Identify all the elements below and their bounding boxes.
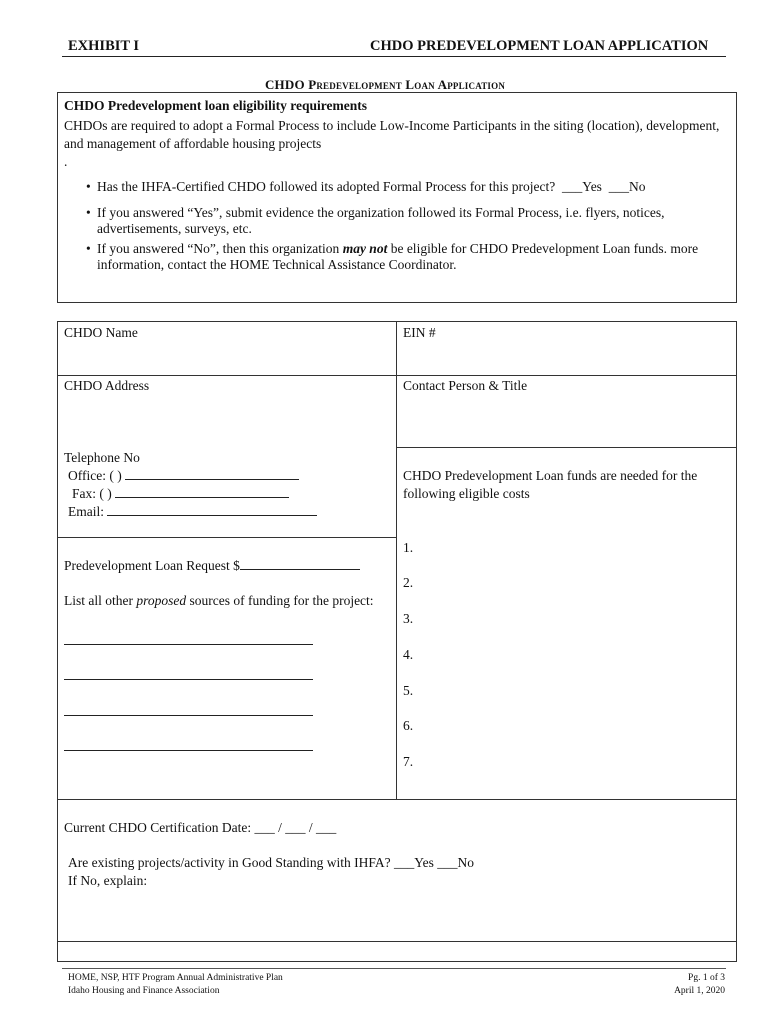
contact-person-label: Contact Person & Title bbox=[403, 378, 528, 393]
bullet-formal-process: • Has the IHFA-Certified CHDO followed its adopted Formal Process for this project? ___Yes ___No bbox=[86, 179, 646, 194]
cost-item-5[interactable]: 5. bbox=[403, 683, 414, 698]
fax-field[interactable] bbox=[115, 486, 289, 498]
cost-item-1[interactable]: 1. bbox=[403, 540, 414, 555]
footer-organization: Idaho Housing and Finance Association bbox=[68, 986, 220, 996]
eligibility-box bbox=[57, 92, 737, 303]
row-divider bbox=[57, 375, 737, 376]
office-phone-field[interactable] bbox=[125, 468, 299, 480]
chdo-address-label: CHDO Address bbox=[64, 378, 150, 393]
cost-item-2[interactable]: 2. bbox=[403, 575, 414, 590]
cert-date-field[interactable]: Current CHDO Certification Date: ___ / ___ / ___ bbox=[64, 820, 337, 835]
chdo-address-field[interactable] bbox=[62, 398, 390, 444]
explanation-field[interactable] bbox=[64, 892, 724, 936]
header-rule bbox=[62, 56, 726, 57]
ein-field[interactable] bbox=[401, 344, 731, 370]
loan-request-row: Predevelopment Loan Request $ bbox=[64, 557, 360, 575]
funding-source-line-2[interactable] bbox=[64, 679, 313, 680]
email-field[interactable] bbox=[107, 504, 317, 516]
fax-row: Fax: ( ) bbox=[72, 485, 289, 503]
if-no-explain-label: If No, explain: bbox=[68, 873, 148, 888]
bullet-yes-evidence: • If you answered “Yes”, submit evidence the organization followed its Formal Process, i.e. flyers, notices, advertisements, surveys, etc. bbox=[86, 205, 665, 236]
row-divider bbox=[57, 799, 737, 800]
footer-rule bbox=[62, 968, 726, 969]
footer-page-number: Pg. 1 of 3 bbox=[688, 973, 725, 983]
bullet-no-warning: • If you answered “No”, then this organization may not be eligible for CHDO Predevelopment Loan funds. more information, contact the HOME Technical Assistance Coordinator. bbox=[86, 241, 699, 272]
office-phone-row: Office: ( ) bbox=[68, 467, 299, 485]
column-divider bbox=[396, 321, 397, 799]
funding-source-line-4[interactable] bbox=[64, 750, 313, 751]
row-divider bbox=[57, 537, 396, 538]
cost-item-6[interactable]: 6. bbox=[403, 718, 414, 733]
loan-request-field[interactable] bbox=[240, 558, 360, 570]
page-title: CHDO Predevelopment Loan Application bbox=[264, 77, 506, 92]
other-sources-label: List all other proposed sources of funding for the project: bbox=[64, 593, 374, 608]
bullet1-no[interactable]: ___No bbox=[608, 179, 646, 194]
ein-label: EIN # bbox=[403, 325, 436, 340]
chdo-name-field[interactable] bbox=[62, 344, 390, 370]
email-row: Email: bbox=[68, 503, 317, 521]
eligibility-dot: . bbox=[64, 154, 68, 169]
footer-date: April 1, 2020 bbox=[674, 986, 725, 996]
cost-item-4[interactable]: 4. bbox=[403, 647, 414, 662]
footer-plan-name: HOME, NSP, HTF Program Annual Administrative Plan bbox=[68, 973, 283, 983]
contact-person-field[interactable] bbox=[401, 398, 731, 442]
eligibility-heading: CHDO Predevelopment loan eligibility requirements bbox=[64, 98, 367, 113]
bullet1-yes[interactable]: ___Yes bbox=[562, 179, 602, 194]
header-title: CHDO PREDEVELOPMENT LOAN APPLICATION bbox=[370, 38, 709, 54]
row-divider bbox=[57, 941, 737, 942]
funding-source-line-3[interactable] bbox=[64, 715, 313, 716]
exhibit-label: EXHIBIT I bbox=[68, 38, 140, 54]
eligibility-intro: CHDOs are required to adopt a Formal Process to include Low-Income Participants in the siting (location), development, and management of affordable housing projects bbox=[64, 118, 720, 151]
cost-item-3[interactable]: 3. bbox=[403, 611, 414, 626]
cost-item-7[interactable]: 7. bbox=[403, 754, 414, 769]
good-standing-question[interactable]: Are existing projects/activity in Good Standing with IHFA? ___Yes ___No bbox=[68, 855, 474, 870]
funding-source-line-1[interactable] bbox=[64, 644, 313, 645]
row-divider bbox=[396, 447, 737, 448]
telephone-label: Telephone No bbox=[64, 450, 140, 465]
funds-needed-label: CHDO Predevelopment Loan funds are needed for the following eligible costs bbox=[403, 468, 698, 501]
chdo-name-label: CHDO Name bbox=[64, 325, 138, 340]
